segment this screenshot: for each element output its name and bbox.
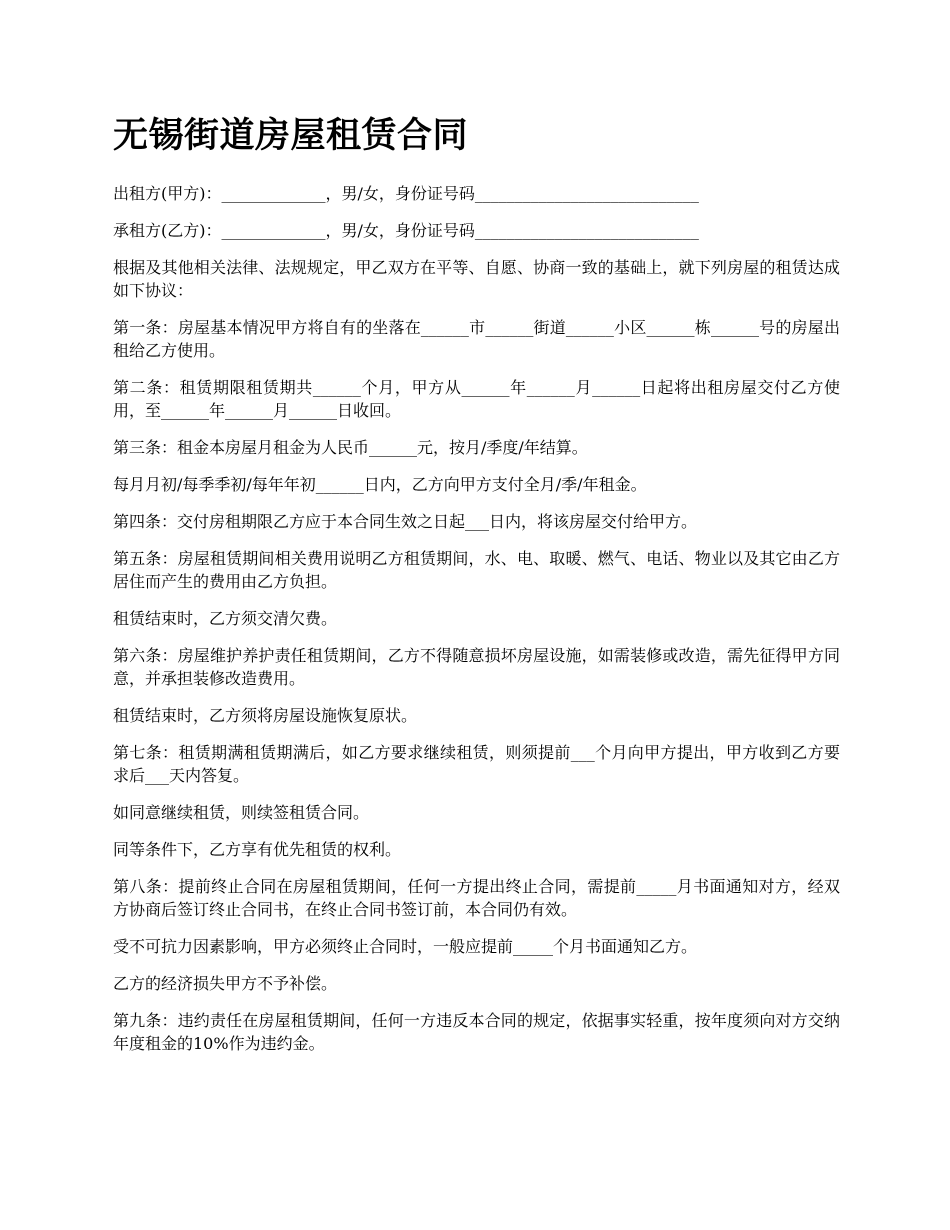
document-page xyxy=(113,112,840,1069)
clause-4-paragraph: 第四条：交付房租期限乙方应于本合同生效之日起___日内，将该房屋交付给甲方。 xyxy=(113,512,698,531)
clause-3-payment-paragraph: 每月月初/每季季初/每年年初______日内，乙方向甲方支付全月/季/年租金。 xyxy=(113,475,647,494)
clause-6-restore-paragraph: 租赁结束时，乙方须将房屋设施恢复原状。 xyxy=(113,706,418,725)
clause-3-paragraph: 第三条：租金本房屋月租金为人民币______元，按月/季度/年结算。 xyxy=(113,438,588,457)
clause-8-no-compensation-paragraph: 乙方的经济损失甲方不予补偿。 xyxy=(113,974,338,993)
clause-7-paragraph: 第七条：租赁期满租赁期满后，如乙方要求继续租赁，则须提前___个月向甲方提出，甲方收到乙方要求后___天内答复。 xyxy=(113,743,840,785)
clause-9-paragraph: 第九条：违约责任在房屋租赁期间，任何一方违反本合同的规定，依据事实轻重，按年度须向对方交纳年度租金的10%作为违约金。 xyxy=(113,1011,840,1053)
clause-5-settlement-paragraph: 租赁结束时，乙方须交清欠费。 xyxy=(113,609,338,628)
clause-8-paragraph: 第八条：提前终止合同在房屋租赁期间，任何一方提出终止合同，需提前_____月书面通知对方，经双方协商后签订终止合同书，在终止合同书签订前，本合同仍有效。 xyxy=(113,877,840,919)
clause-6-paragraph: 第六条：房屋维护养护责任租赁期间，乙方不得随意损坏房屋设施，如需装修或改造，需先征得甲方同意，并承担装修改造费用。 xyxy=(113,646,840,688)
party-a-line: 出租方(甲方)：_____________，男/女，身份证号码____________________________ xyxy=(113,184,699,203)
clause-1-paragraph: 第一条：房屋基本情况甲方将自有的坐落在______市______街道______小区______栋______号的房屋出租给乙方使用。 xyxy=(113,318,840,360)
clause-5-paragraph: 第五条：房屋租赁期间相关费用说明乙方租赁期间，水、电、取暖、燃气、电话、物业以及其它由乙方居住而产生的费用由乙方负担。 xyxy=(113,549,840,591)
clause-7-renewal-paragraph: 如同意继续租赁，则续签租赁合同。 xyxy=(113,803,370,822)
party-b-line: 承租方(乙方)：_____________，男/女，身份证号码____________________________ xyxy=(113,221,699,240)
clause-7-priority-paragraph: 同等条件下，乙方享有优先租赁的权利。 xyxy=(113,840,402,859)
preamble-paragraph: 根据及其他相关法律、法规规定，甲乙双方在平等、自愿、协商一致的基础上，就下列房屋的租赁达成如下协议： xyxy=(113,258,840,300)
clause-2-paragraph: 第二条：租赁期限租赁期共______个月，甲方从______年______月______日起将出租房屋交付乙方使用，至______年______月______日收回。 xyxy=(113,378,840,420)
document-title: 无锡街道房屋租赁合同 xyxy=(113,116,469,156)
clause-8-force-majeure-paragraph: 受不可抗力因素影响，甲方必须终止合同时，一般应提前_____个月书面通知乙方。 xyxy=(113,937,698,956)
